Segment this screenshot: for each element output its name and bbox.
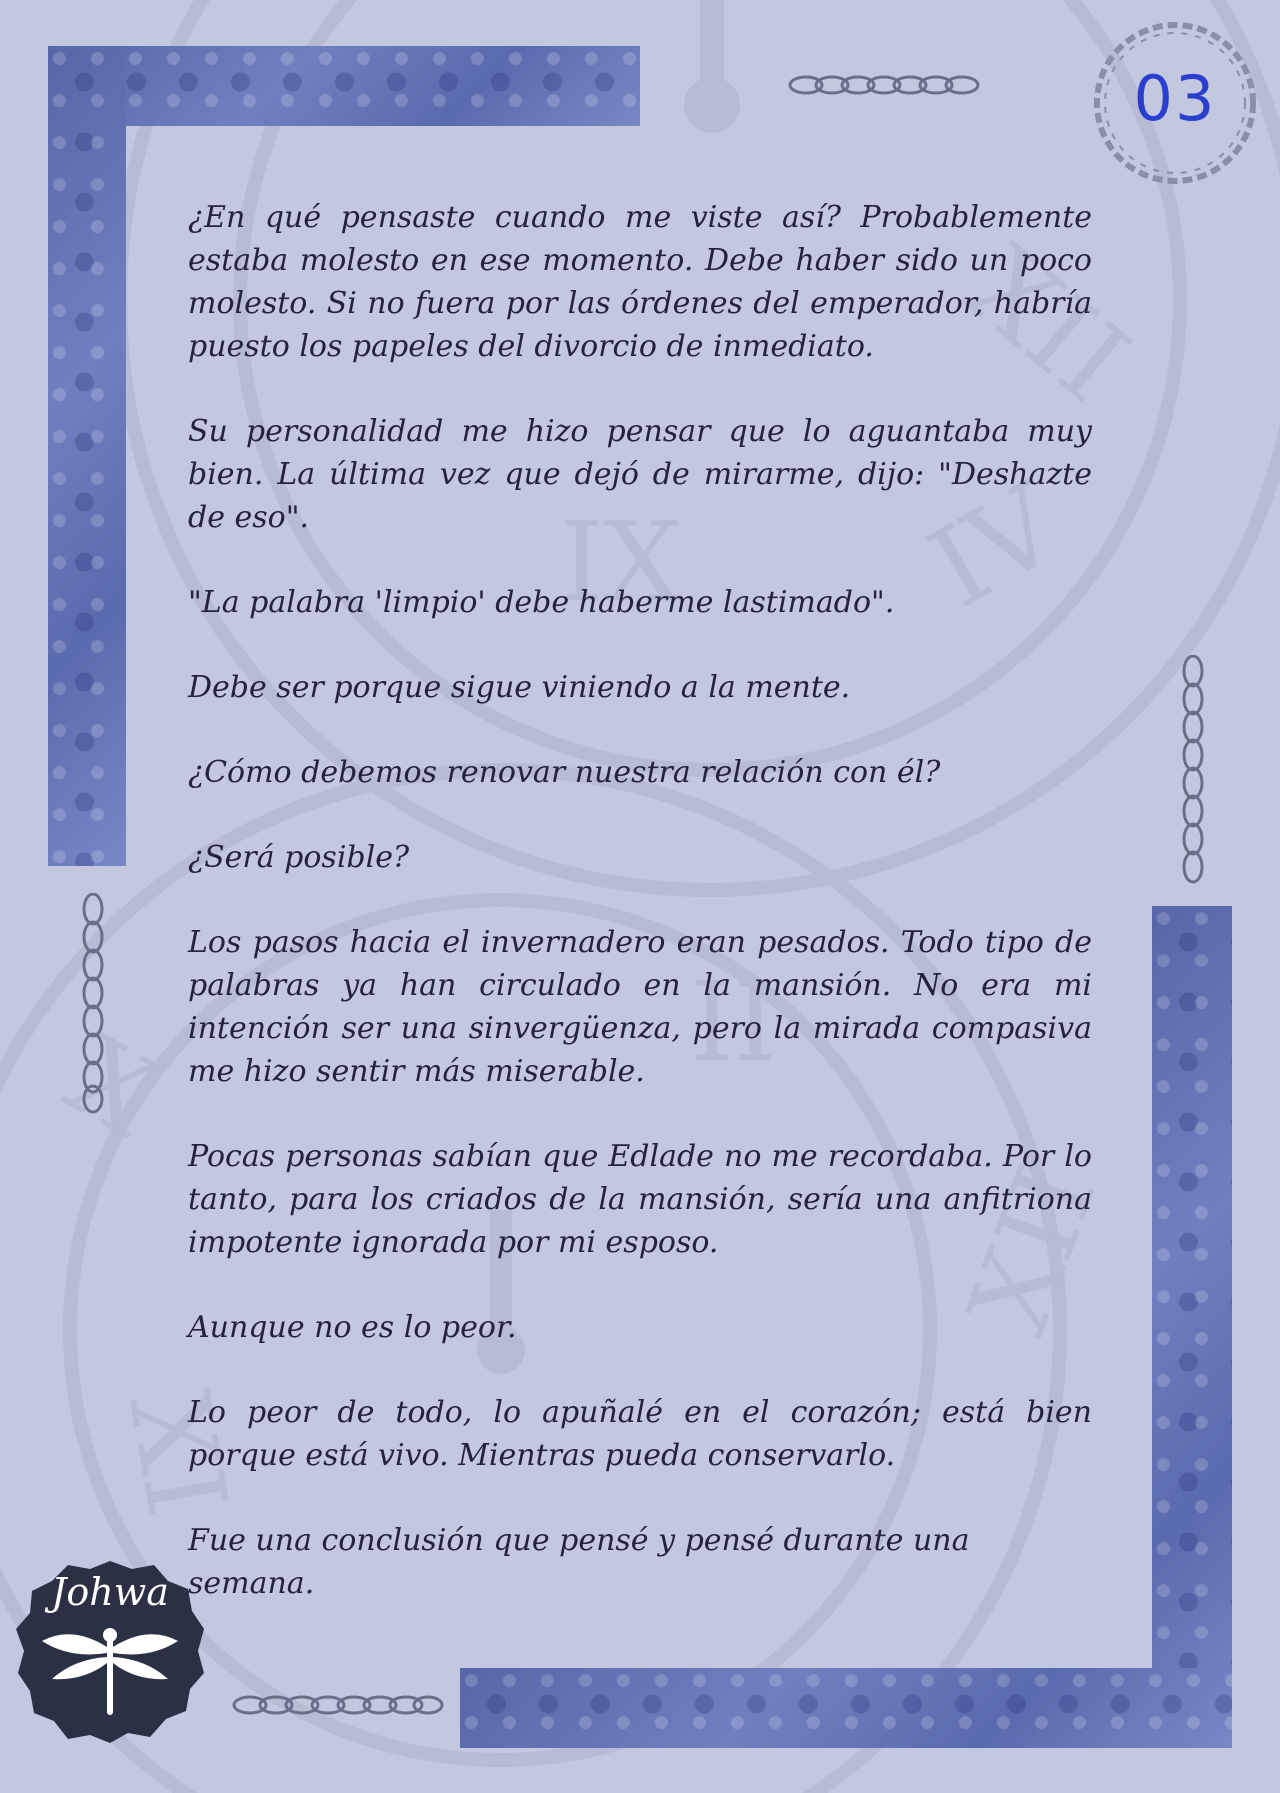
svg-text:XII: XII (944, 1149, 1121, 1349)
paragraph: Los pasos hacia el invernadero eran pesados. Todo tipo de palabras ya han circulado en la mansión. No era mi intención ser una sinvergüenza, pero la mirada compasiva me hizo sentir más miserable. (188, 925, 1092, 1089)
paragraph: Pocas personas sabían que Edlade no me recordaba. Por lo tanto, para los criados de la mansión, sería una anfitriona impotente ignorada por mi esposo. (188, 1139, 1092, 1260)
svg-text:XII: XII (943, 221, 1153, 427)
logo-text: Johwa (51, 1570, 169, 1614)
paragraph: Debe ser porque sigue viniendo a la mente. (188, 670, 851, 705)
svg-text:IV: IV (909, 460, 1080, 633)
frame-band-left (48, 46, 126, 866)
paragraph: Fue una conclusión que pensé y pensé durante una semana. (188, 1523, 970, 1601)
chain-icon (1178, 655, 1208, 887)
svg-text:X: X (47, 1011, 179, 1162)
svg-text:IX: IX (560, 498, 682, 626)
frame-band-right (1152, 906, 1232, 1748)
paragraph: Su personalidad me hizo pensar que lo aguantaba muy bien. La última vez que dejó de mirarme, dijo: "Deshazte de eso". (188, 414, 1092, 535)
chain-icon (78, 893, 108, 1115)
paragraph: "La palabra 'limpio' debe haberme lastimado". (188, 585, 895, 620)
frame-band-top-left (48, 46, 640, 126)
paragraph: ¿Cómo debemos renovar nuestra relación con él? (188, 755, 941, 790)
chain-icon (232, 1690, 447, 1720)
paragraph: Aunque no es lo peor. (188, 1310, 517, 1345)
paragraph: Lo peor de todo, lo apuñalé en el corazón; está bien porque está vivo. Mientras pueda conservarlo. (188, 1395, 1092, 1473)
frame-band-bottom-right (460, 1668, 1232, 1748)
svg-text:XI: XI (104, 1382, 252, 1525)
paragraph: ¿En qué pensaste cuando me viste así? Probablemente estaba molesto en ese momento. Debe haber sido un poco molesto. Si no fuera por las órdenes del emperador, habría puesto los papeles del divorcio de inmediato. (188, 200, 1092, 364)
svg-text:II: II (690, 958, 777, 1086)
chain-icon (788, 70, 988, 100)
paragraph: ¿Será posible? (188, 840, 410, 875)
chapter-text (188, 196, 1092, 1647)
page-number: 03 (1133, 62, 1217, 135)
